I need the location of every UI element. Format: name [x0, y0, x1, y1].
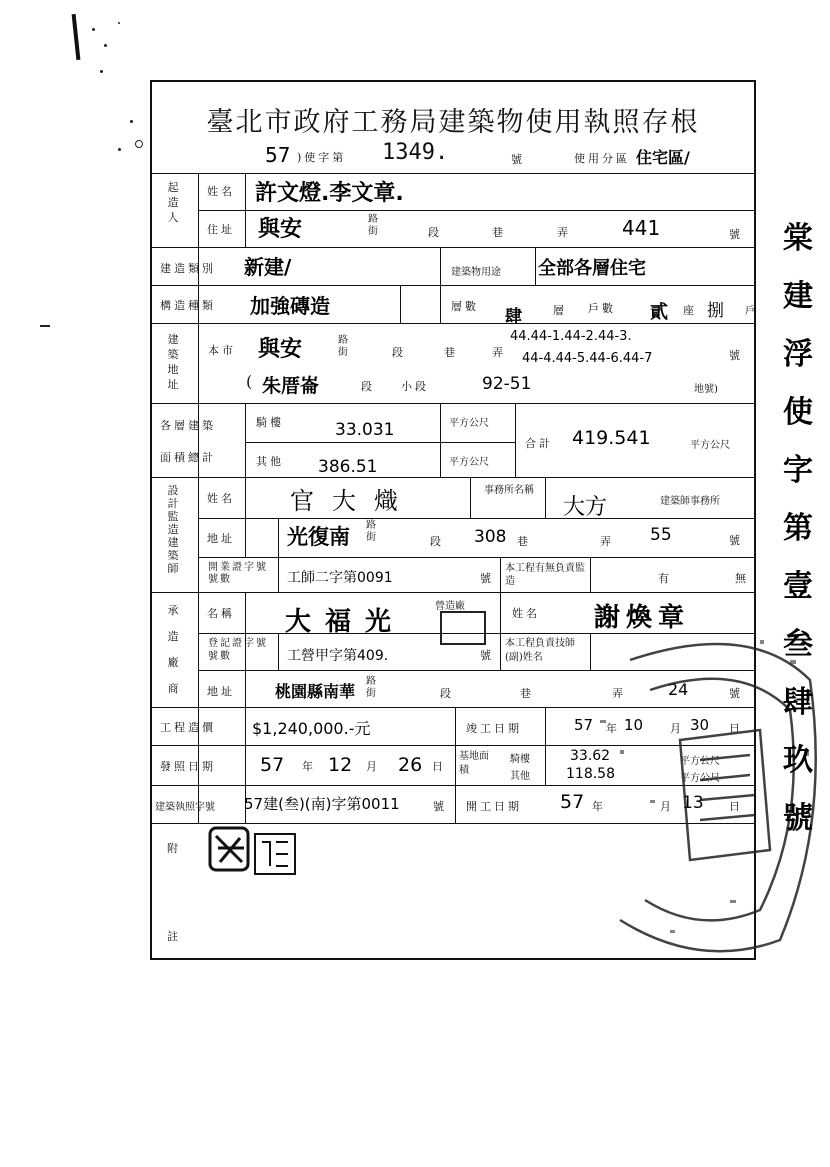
floors-label: 層數	[451, 300, 479, 313]
applicant-lane-label: 巷	[492, 226, 506, 239]
site-land-number-value: 92-51	[482, 374, 532, 394]
contractor-group-label: 承造廠商	[167, 604, 179, 695]
site-city-label: 本市	[208, 344, 236, 357]
architect-lane-value: 308	[474, 527, 507, 547]
small-stamp-icon	[440, 611, 486, 645]
project-issue-day: 26	[398, 754, 423, 776]
area-other-value: 386.51	[318, 457, 378, 477]
contractor-address-label: 地址	[207, 685, 235, 698]
applicant-name-value: 許文燈.李文章.	[255, 181, 404, 206]
architect-lane-label: 巷	[517, 535, 531, 548]
site-land-subsection-label: 小段	[401, 380, 429, 393]
applicant-name-label: 姓名	[207, 185, 235, 198]
project-license-label: 建築執照字號	[155, 802, 215, 813]
project-base-other-label: 其他	[510, 771, 530, 782]
project-start-year-label: 年	[592, 800, 606, 813]
area-other-label: 其他	[256, 455, 284, 468]
contractor-alley-label: 弄	[612, 687, 626, 700]
architect-office-suffix: 建築師事務所	[660, 496, 720, 507]
architect-number-label: 號	[729, 534, 743, 547]
applicant-address-city: 與安	[258, 217, 303, 242]
applicant-number-label: 號	[729, 228, 743, 241]
project-completion-month-label: 月	[670, 722, 684, 735]
floor-unit: 層	[553, 304, 567, 317]
permit-prefix: 57	[265, 143, 291, 167]
applicant-section-label: 段	[428, 226, 442, 239]
applicant-group-label: 起造人	[167, 181, 179, 224]
area-total-value: 419.541	[572, 427, 651, 449]
area-arcade-value: 33.031	[335, 420, 395, 440]
project-issue-label: 發照日期	[160, 760, 216, 773]
notes-label-bottom: 註	[167, 930, 181, 943]
project-issue-year-label: 年	[302, 760, 316, 773]
contractor-reg-suffix: 號	[480, 649, 494, 662]
project-base-arcade-label: 騎樓	[510, 754, 530, 765]
site-road-value: 與安	[258, 337, 303, 362]
architect-name-label: 姓名	[207, 492, 235, 505]
project-issue-year: 57	[260, 754, 285, 776]
area-group-label1: 各層建築	[160, 419, 216, 432]
seal-stamps-icon	[200, 822, 310, 882]
site-land-value: 朱厝崙	[262, 375, 320, 397]
contractor-firm-label: 營造廠	[435, 601, 465, 612]
applicant-road-label: 路街	[368, 214, 378, 237]
applicant-alley-label: 弄	[557, 226, 571, 239]
architect-number-value: 55	[650, 525, 672, 545]
households-label: 戶數	[588, 302, 616, 315]
architect-supervision-no: 無	[735, 572, 749, 585]
project-base-arcade-value: 33.62	[570, 748, 611, 764]
architect-alley-label: 弄	[600, 535, 614, 548]
households-value: 貳	[650, 302, 668, 323]
building-unit: 座	[683, 304, 697, 317]
architect-supervision-yes: 有	[658, 572, 672, 585]
project-completion-day: 30	[690, 716, 710, 734]
building-type-label: 建造類別	[160, 262, 216, 275]
architect-office-value: 大方	[563, 495, 608, 520]
area-total-unit: 平方公尺	[690, 440, 730, 451]
architect-address-road: 光復南	[287, 525, 350, 549]
contractor-number-value: 24	[668, 680, 689, 699]
project-base-unit-2: 平方公尺	[680, 773, 720, 784]
project-base-unit-1: 平方公尺	[680, 756, 720, 767]
zone-label: 使用分區	[574, 152, 630, 165]
architect-section-label: 段	[430, 535, 444, 548]
project-completion-day-label: 日	[729, 722, 743, 735]
site-group-label: 建築地址	[167, 333, 179, 391]
project-start-label: 開工日期	[466, 800, 522, 813]
site-alley-label: 弄	[492, 346, 506, 359]
project-completion-label: 竣工日期	[466, 722, 522, 735]
site-land-number-label: 地號)	[694, 384, 718, 395]
building-use-value: 全部各層住宅	[538, 258, 646, 279]
project-license-value: 57建(叁)(南)字第0011	[244, 795, 400, 813]
applicant-address-label: 住址	[207, 223, 235, 236]
permit-number: 1349.	[382, 140, 449, 165]
building-use-label: 建築物用途	[451, 267, 501, 278]
project-start-month-label: 月	[660, 800, 674, 813]
contractor-section-label: 段	[440, 687, 454, 700]
architect-road-label: 路街	[366, 520, 376, 543]
area-total-label: 合計	[525, 437, 553, 450]
contractor-number-label: 號	[729, 687, 743, 700]
site-numbers-line2: 44-4.44-5.44-6.44-7	[522, 351, 653, 366]
household-unit: 戶	[745, 306, 755, 317]
contractor-road-label: 路街	[366, 676, 376, 699]
site-land-section-label: 段	[361, 380, 375, 393]
site-numbers-line1: 44.44-1.44-2.44-3.	[510, 329, 632, 344]
area-unit-1: 平方公尺	[449, 418, 489, 429]
contractor-reg-label: 登記證字號號數	[208, 638, 268, 662]
form-title: 臺北市政府工務局建築物使用執照存根	[206, 107, 700, 138]
scan-artifact	[72, 14, 81, 60]
permit-label: )使字第	[297, 151, 347, 164]
project-issue-month: 12	[328, 754, 353, 776]
area-group-label2: 面積總計	[160, 451, 216, 464]
architect-name-value: 官大熾	[290, 487, 416, 515]
architect-office-label: 事務所名稱	[484, 485, 534, 496]
site-road-label: 路街	[338, 335, 348, 358]
structure-value: 加強磚造	[250, 294, 330, 318]
zone-value: 住宅區/	[636, 148, 690, 167]
permit-suffix: 號	[511, 153, 525, 166]
architect-license-suffix: 號	[480, 572, 494, 585]
project-license-suffix: 號	[433, 800, 447, 813]
architect-license-value: 工師二字第0091	[287, 570, 393, 586]
project-start-day-label: 日	[729, 800, 743, 813]
project-start-year: 57	[560, 791, 585, 813]
contractor-name-value: 大福光	[285, 607, 406, 637]
project-issue-day-label: 日	[432, 760, 446, 773]
site-number-label: 號	[729, 349, 743, 362]
project-base-label: 基地面積	[459, 751, 489, 776]
project-completion-year: 57	[574, 716, 594, 734]
architect-group-label: 設計監造建築師	[167, 484, 179, 575]
project-issue-month-label: 月	[366, 760, 380, 773]
architect-supervision-label: 本工程有無負責監造	[505, 563, 585, 587]
project-completion-year-label: 年	[606, 722, 620, 735]
building-type-value: 新建/	[244, 255, 292, 279]
households-count: 捌	[707, 301, 724, 321]
contractor-reg-value: 工營甲字第409.	[287, 648, 389, 664]
architect-address-label: 地址	[207, 532, 235, 545]
contractor-name-label: 名稱	[207, 607, 235, 620]
site-section-label: 段	[392, 346, 406, 359]
applicant-number-value: 441	[622, 216, 661, 240]
architect-license-label: 開業證字號號數	[208, 562, 268, 585]
contractor-person-value: 謝煥章	[594, 603, 691, 633]
area-unit-2: 平方公尺	[449, 457, 489, 468]
project-cost-label: 工程造價	[160, 721, 216, 734]
site-lane-label: 巷	[444, 346, 458, 359]
project-cost-value: $1,240,000.-元	[252, 719, 371, 738]
contractor-engineer-label: 本工程負責技師(副)姓名	[505, 638, 575, 663]
structure-label: 構造種類	[160, 299, 216, 312]
contractor-person-label: 姓名	[512, 607, 540, 620]
floors-value: 肆	[505, 307, 522, 327]
project-completion-month: 10	[624, 716, 644, 734]
contractor-address-value: 桃園縣南華	[275, 682, 356, 701]
margin-annotation: 棠 建 浮 使 字 第 壹 叁 肆 玖 號	[783, 221, 813, 836]
project-base-other-value: 118.58	[566, 766, 615, 782]
contractor-lane-label: 巷	[520, 687, 534, 700]
project-start-day: 13	[682, 793, 704, 813]
area-arcade-label: 騎樓	[256, 416, 284, 429]
notes-label-top: 附	[167, 842, 181, 855]
